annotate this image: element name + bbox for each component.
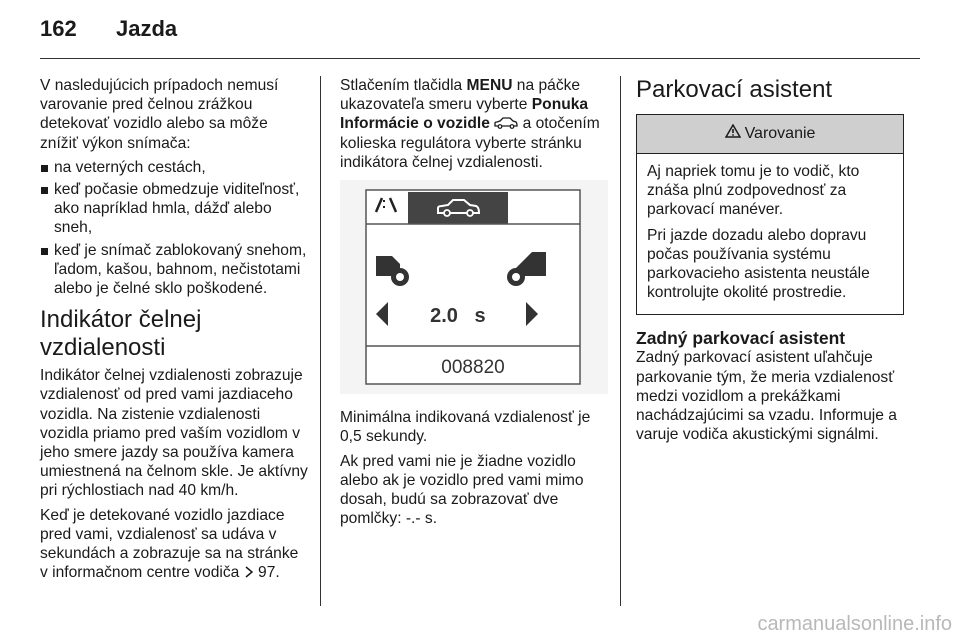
paragraph: Indikátor čelnej vzdialenosti zobrazuje vzdialenosť od pred vami jazdiaceho vozidla. Na zistenie vzdialenosti vozidla priamo pred vaším vozidlom v jeho smere jazdy sa používa kamera umiestnená na čelnom skle. Je aktívny pri rýchlostiach nad 40 km/h. [40,367,308,500]
column-middle [340,76,608,534]
paragraph: Ak pred vami nie je žiadne vozidlo alebo ak je vozidlo pred vami mimo dosah, budú sa zobrazovať dve pomlčky: -.- s. [340,452,584,528]
column-divider [620,76,621,606]
column-divider [320,76,321,606]
column-right [636,76,904,449]
car-icon [494,115,518,134]
time-gap-unit: s [474,305,486,328]
list-item: keď počasie obmedzuje viditeľnosť, ako napríklad hmla, dážď alebo sneh, [40,180,308,238]
menu-path: Ponuka Informácie o vozidle [340,96,589,133]
page-number: 162 [40,16,77,41]
heading-distance-indicator: Indikátor čelnej vzdialenosti [40,306,202,362]
intro-paragraph: V nasledujúcich prípadoch nemusí varovanie pred čelnou zrážkou detekovať vozidlo alebo sa môže znížiť výkon snímača: [40,77,279,152]
warning-triangle-icon [725,124,741,143]
paragraph-text: Keď je detekované vozidlo jazdiace pred vami, vzdialenosť sa udáva v sekundách a zobrazuje sa na stránke v informačnom centre vodiča [40,506,299,582]
header-rule [40,58,920,59]
odometer-readout: 008820 [441,357,505,379]
warning-header [637,115,903,154]
paragraph: Minimálna indikovaná vzdialenosť je 0,5 sekundy. [340,409,591,446]
warning-box [636,114,904,315]
paragraph: Zadný parkovací asistent uľahčuje parkovanie tým, že meria vzdialenosť medzi vozidlom a prekážkami nachádzajúcimi sa vzadu. Informuje a varuje vodiča akustickými signálmi. [636,349,897,444]
display-illustration [340,180,608,394]
column-left [40,76,308,588]
paragraph [340,76,608,172]
page-reference-icon [244,564,254,583]
menu-button-label: MENU [466,77,513,94]
warning-title: Varovanie [744,125,816,143]
page-reference: 97. [258,564,280,582]
watermark: carmanualsonline.info [757,613,952,635]
list-item: keď je snímač zablokovaný snehom, ľadom, kašou, bahnom, nečistotami alebo je čelné sklo poškodené. [40,241,308,299]
warning-paragraph: Aj napriek tomu je to vodič, kto znáša plnú zodpovednosť za parkovací manéver. [647,163,860,219]
list-item: na veterných cestách, [40,158,308,177]
paragraph [40,506,308,583]
subheading-rear-parking: Zadný parkovací asistent [636,328,846,349]
text: Stlačením tlačidla [340,77,467,94]
text: na páčke ukazovateľa smeru vyberte [340,77,581,114]
warning-paragraph: Pri jazde dozadu alebo dopravu počas používania systému parkovacieho asistenta neustále kontrolujte okolité prostredie. [647,226,870,302]
warning-body [637,154,903,314]
heading-parking-assist: Parkovací asistent [636,76,833,103]
time-gap-value: 2.0 [430,305,458,328]
text: a otočením kolieska regulátora vyberte stránku indikátora čelnej vzdialenosti. [340,115,600,172]
condition-list [40,158,308,298]
section-title: Jazda [116,16,178,41]
